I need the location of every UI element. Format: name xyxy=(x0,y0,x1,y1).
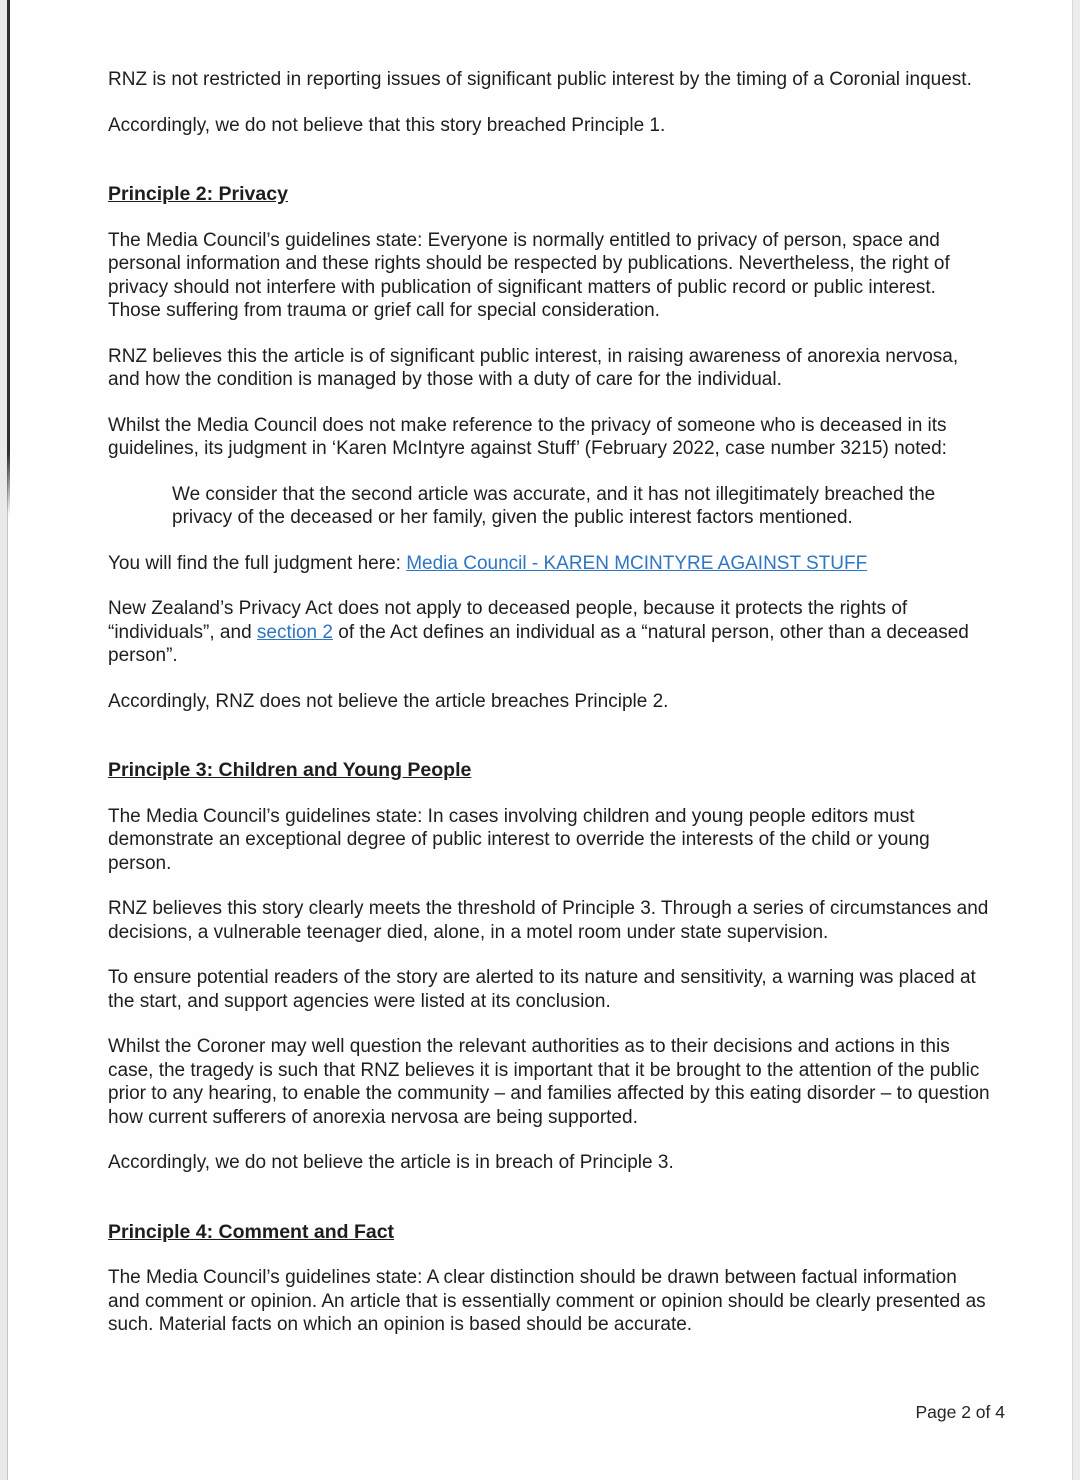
paragraph-p3-conclusion: Accordingly, we do not believe the article is in breach of Principle 3. xyxy=(108,1152,674,1173)
paragraph-principle1-conclusion: Accordingly, we do not believe that this story breached Principle 1. xyxy=(108,114,666,136)
privacy-act-text-before: New Zealand’s Privacy Act does not apply to deceased people, because it protects the rights of “individuals”, and xyxy=(108,598,908,643)
section-2-link[interactable]: section 2 xyxy=(256,621,333,643)
heading-principle-4: Principle 4: Comment and Fact xyxy=(108,1220,395,1243)
paragraph-p2-rnz-believes: RNZ believes this the article is of significant public interest, in raising awareness of anorexia nervosa, and how the condition is managed by those with a duty of care for the individual. xyxy=(108,345,959,390)
paragraph-p2-mcintyre-case: Whilst the Media Council does not make reference to the privacy of someone who is deceased in its guidelines, its judgment in ‘Karen McIntyre against Stuff’ (February 2022, case number 3215) noted: xyxy=(108,414,947,459)
judgment-link-prefix: You will find the full judgment here: xyxy=(108,552,407,574)
paragraph-p2-conclusion: Accordingly, RNZ does not believe the article breaches Principle 2. xyxy=(108,690,669,712)
scan-artifact-line xyxy=(7,0,10,515)
page-edge-right xyxy=(1072,0,1080,1480)
paragraph-p3-rnz-believes: RNZ believes this story clearly meets the threshold of Principle 3. Through a series of circumstances and decisions, a vulnerable teenager died, alone, in a motel room under state supervision. xyxy=(108,898,989,943)
paragraph-p4-guidelines: The Media Council’s guidelines state: A clear distinction should be drawn between factual information and comment or opinion. An article that is essentially comment or opinion should be clearly presented as such. Material facts on which an opinion is based should be accurate. xyxy=(108,1267,986,1335)
paragraph-coronial-inquest: RNZ is not restricted in reporting issues of significant public interest by the timing of a Coronial inquest. xyxy=(108,69,972,90)
heading-principle-2: Principle 2: Privacy xyxy=(108,183,288,205)
paragraph-p2-guidelines: The Media Council’s guidelines state: Everyone is normally entitled to privacy of person, space and personal information and these rights should be respected by publications. Nevertheless, the right of privacy should not interfere with publication of significant matters of public record or public interest. Those suffering from trauma or grief call for special consideration. xyxy=(108,229,950,321)
paragraph-p3-guidelines: The Media Council’s guidelines state: In cases involving children and young people editors must demonstrate an exceptional degree of public interest to override the interests of the child or young person. xyxy=(108,805,930,874)
paragraph-judgment-link-line xyxy=(108,552,992,576)
mcintyre-judgment-link[interactable]: Media Council - KAREN MCINTYRE AGAINST STUFF xyxy=(406,552,868,574)
paragraph-p3-warning: To ensure potential readers of the story are alerted to its nature and sensitivity, a warning was placed at the start, and support agencies were listed at its conclusion. xyxy=(108,967,976,1012)
document-content xyxy=(108,68,992,1359)
privacy-act-text-after: of the Act defines an individual as a “natural person, other than a deceased person”. xyxy=(108,621,969,666)
page-number: Page 2 of 4 xyxy=(915,1402,1005,1422)
heading-principle-3: Principle 3: Children and Young People xyxy=(108,759,472,781)
blockquote-mcintyre-judgment: We consider that the second article was accurate, and it has not illegitimately breached the privacy of the deceased or her family, given the public interest factors mentioned. xyxy=(172,483,936,528)
paragraph-p3-coroner: Whilst the Coroner may well question the relevant authorities as to their decisions and actions in this case, the tragedy is such that RNZ believes it is important that it be brought to the attention of the public prior to any hearing, to enable the community – and families affected by this eating disorder – to question how current sufferers of anorexia nervosa are being supported. xyxy=(108,1036,990,1128)
paragraph-privacy-act xyxy=(108,597,992,668)
